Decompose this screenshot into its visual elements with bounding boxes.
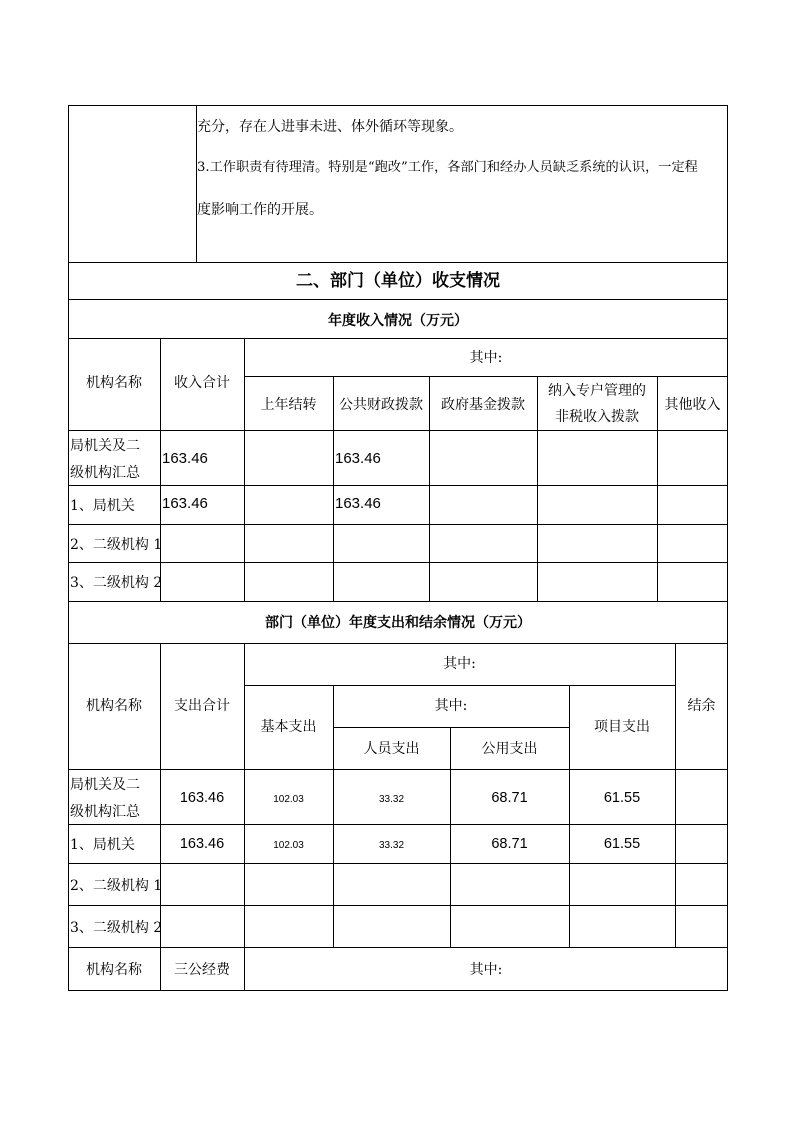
expense-row-1-total: 163.46: [179, 836, 225, 852]
income-row-1-org: 1、局机关: [70, 498, 135, 514]
expense-row-2-org: 2、二级机构 1: [70, 878, 163, 894]
income-row-0-org-1: 局机关及二: [70, 438, 140, 454]
expense-row-1-rule: [68, 863, 728, 864]
top-text-line-3: 度影响工作的开展。: [197, 202, 323, 218]
expense-header-bottom: [68, 769, 728, 770]
expense-col-balance: 结余: [687, 698, 716, 714]
income-row-0-rule: [68, 485, 728, 486]
expense-col-total: 支出合计: [174, 698, 230, 714]
border-left: [68, 105, 69, 991]
income-title: 年度收入情况（万元）: [328, 313, 468, 329]
bottom-col-three-public: 三公经费: [174, 962, 230, 978]
bottom-col-among: 其中:: [469, 962, 503, 978]
income-row-0-org-2: 级机构汇总: [70, 465, 140, 481]
expense-row-0-rule: [68, 824, 728, 825]
expense-col-staff: 人员支出: [363, 741, 420, 757]
expense-vline-2: [244, 643, 245, 990]
income-col-special-1: 纳入专户管理的: [548, 383, 646, 399]
expense-row-0-org-2: 级机构汇总: [70, 804, 140, 820]
expense-vline-balance: [675, 643, 676, 947]
expense-among2-rule: [333, 727, 569, 728]
section-title: 二、部门（单位）收支情况: [296, 271, 500, 291]
income-col-public-fund: 公共财政拨款: [339, 397, 423, 413]
expense-row-0-public: 68.71: [491, 790, 528, 806]
expense-row-1-org: 1、局机关: [70, 837, 135, 853]
income-row-1-rule: [68, 524, 728, 525]
income-col-gov-fund: 政府基金拨款: [441, 397, 525, 413]
expense-row-1-public: 68.71: [491, 836, 528, 852]
expense-row-1-staff: 33.32: [378, 840, 405, 851]
expense-row-1-project: 61.55: [603, 836, 641, 852]
income-col-org: 机构名称: [86, 375, 142, 391]
rule-after-text: [68, 262, 728, 263]
income-row-1-public: 163.46: [335, 495, 381, 512]
border-top: [68, 105, 728, 106]
income-row-1-total: 163.46: [162, 495, 208, 512]
border-right: [727, 105, 728, 991]
expense-row-3-rule: [68, 947, 728, 948]
bottom-col-org: 机构名称: [86, 962, 142, 978]
income-among-rule: [244, 376, 728, 377]
income-col-other: 其他收入: [664, 397, 721, 413]
expense-col-basic: 基本支出: [260, 719, 317, 735]
expense-col-org: 机构名称: [86, 698, 142, 714]
expense-title: 部门（单位）年度支出和结余情况（万元）: [265, 615, 531, 631]
top-text-line-1: 充分，存在人进事未进、体外循环等现象。: [197, 119, 463, 135]
expense-vline-3: [333, 685, 334, 947]
expense-row-0-org-1: 局机关及二: [70, 777, 140, 793]
income-row-0-public: 163.46: [335, 450, 381, 467]
income-col-carryover: 上年结转: [260, 397, 317, 413]
expense-col-among: 其中:: [443, 656, 476, 672]
income-col-special-2: 非税收入拨款: [555, 409, 639, 425]
expense-col-among-2: 其中:: [434, 698, 468, 714]
expense-col-project: 项目支出: [594, 719, 650, 735]
income-col-among: 其中:: [469, 350, 503, 366]
income-row-3-rule: [68, 601, 728, 602]
rule-after-income-title: [68, 338, 728, 339]
border-bottom: [68, 990, 728, 991]
income-row-2-org: 2、二级机构 1: [70, 537, 163, 553]
document-table: [68, 105, 728, 991]
expense-row-0-staff: 33.32: [378, 794, 405, 805]
income-row-0-total: 163.46: [162, 450, 208, 467]
expense-row-1-basic: 102.03: [273, 840, 304, 851]
expense-row-0-total: 163.46: [179, 790, 225, 806]
rule-after-section-title: [68, 299, 728, 300]
expense-row-3-org: 3、二级机构 2: [70, 920, 163, 936]
expense-row-0-basic: 102.03: [273, 794, 304, 805]
income-header-bottom: [68, 430, 728, 431]
income-row-2-rule: [68, 562, 728, 563]
income-col-total: 收入合计: [174, 375, 230, 391]
expense-col-public: 公用支出: [481, 741, 538, 757]
expense-among-rule: [244, 685, 675, 686]
expense-row-2-rule: [68, 905, 728, 906]
top-text-line-2: 3.工作职责有待理清。特别是“跑改”工作，各部门和经办人员缺乏系统的认识，一定程: [197, 160, 698, 175]
rule-after-expense-title: [68, 643, 728, 644]
expense-row-0-project: 61.55: [603, 790, 641, 806]
income-row-3-org: 3、二级机构 2: [70, 575, 163, 591]
